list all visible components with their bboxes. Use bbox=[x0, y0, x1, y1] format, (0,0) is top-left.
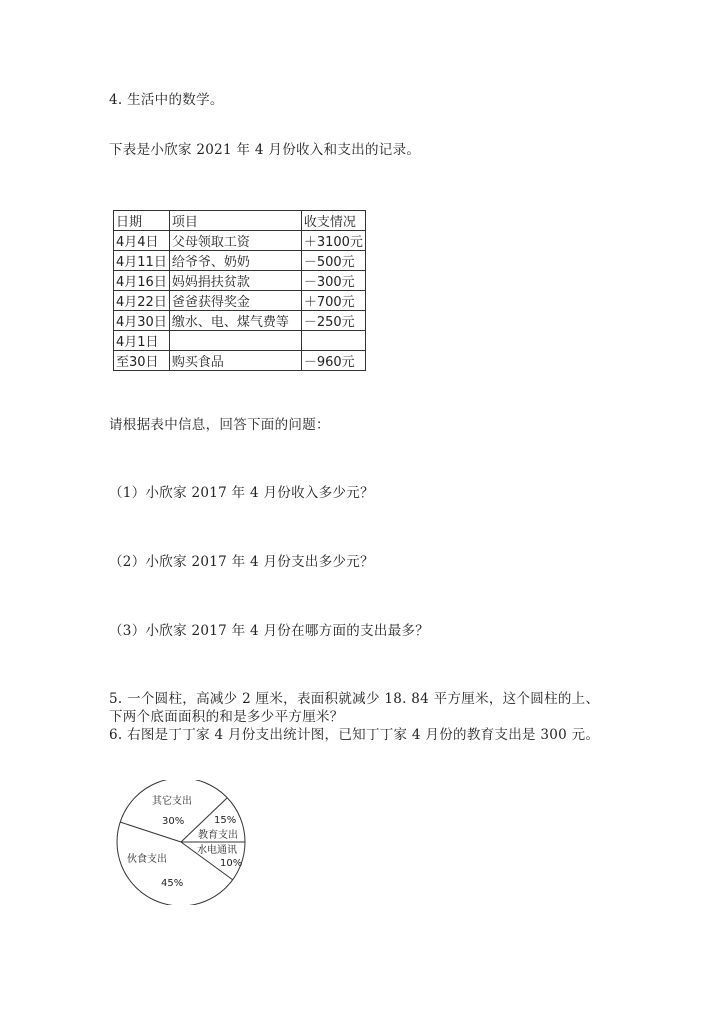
q6-line-1: 6. 右图是丁丁家 4 月份支出统计图，已知丁丁家 4 月份的教育支出是 300 元。 bbox=[109, 727, 600, 743]
q5-line-1: 5. 一个圆柱，高减少 2 厘米，表面积就减少 18. 84 平方厘米，这个圆柱的上、 bbox=[109, 691, 600, 707]
pie-label-edu-name: 教育支出 bbox=[198, 830, 238, 841]
table-cell: 父母领取工资 bbox=[169, 231, 301, 251]
table-cell: 购买食品 bbox=[169, 351, 301, 371]
table-row bbox=[114, 311, 366, 331]
q5-line-2: 下两个底面面积的和是多少平方厘米？ bbox=[109, 709, 344, 725]
q4-sub-question-1: （1）小欣家 2017 年 4 月份收入多少元？ bbox=[109, 485, 374, 501]
table-cell: －500元 bbox=[301, 251, 365, 271]
expense-pie-chart bbox=[112, 780, 262, 905]
pie-label-food-pct: 45% bbox=[161, 878, 184, 889]
table-cell: 4月30日 bbox=[114, 311, 170, 331]
pie-label-util-name: 水电通讯 bbox=[197, 845, 237, 856]
pie-label-other-name: 其它支出 bbox=[152, 796, 192, 807]
q4-title: 4. 生活中的数学。 bbox=[109, 92, 224, 108]
q4-sub-question-2: （2）小欣家 2017 年 4 月份支出多少元？ bbox=[109, 554, 374, 570]
pie-label-util-pct: 10% bbox=[220, 858, 243, 869]
table-cell: 4月11日 bbox=[114, 251, 170, 271]
table-cell: 收支情况 bbox=[301, 211, 365, 231]
table-row bbox=[114, 251, 366, 271]
table-cell: 缴水、电、煤气费等 bbox=[169, 311, 301, 331]
table-cell: －300元 bbox=[301, 271, 365, 291]
q4-prompt: 请根据表中信息，回答下面的问题： bbox=[109, 417, 330, 433]
table-row bbox=[114, 211, 366, 231]
table-cell: 爸爸获得奖金 bbox=[169, 291, 301, 311]
table-cell: 日期 bbox=[114, 211, 170, 231]
table-row bbox=[114, 331, 366, 351]
table-cell: －960元 bbox=[301, 351, 365, 371]
pie-label-edu-pct: 15% bbox=[214, 815, 237, 826]
table-cell bbox=[169, 331, 301, 351]
q4-sub-question-3: （3）小欣家 2017 年 4 月份在哪方面的支出最多？ bbox=[109, 623, 430, 639]
pie-label-food-name: 伙食支出 bbox=[127, 854, 167, 865]
table-cell: 4月4日 bbox=[114, 231, 170, 251]
table-row bbox=[114, 351, 366, 371]
pie-label-other-pct: 30% bbox=[162, 816, 185, 827]
table-cell: 项目 bbox=[169, 211, 301, 231]
table-cell: 4月22日 bbox=[114, 291, 170, 311]
table-cell: 至30日 bbox=[114, 351, 170, 371]
table-cell: 妈妈捐扶贫款 bbox=[169, 271, 301, 291]
table-cell: 4月1日 bbox=[114, 331, 170, 351]
table-cell: 给爷爷、奶奶 bbox=[169, 251, 301, 271]
table-row bbox=[114, 291, 366, 311]
table-cell: －250元 bbox=[301, 311, 365, 331]
table-cell: 4月16日 bbox=[114, 271, 170, 291]
table-row bbox=[114, 271, 366, 291]
income-expense-table bbox=[113, 210, 366, 371]
q4-intro: 下表是小欣家 2021 年 4 月份收入和支出的记录。 bbox=[109, 142, 421, 158]
table-row bbox=[114, 231, 366, 251]
table-cell bbox=[301, 331, 365, 351]
table-cell: ＋700元 bbox=[301, 291, 365, 311]
table-cell: ＋3100元 bbox=[301, 231, 365, 251]
